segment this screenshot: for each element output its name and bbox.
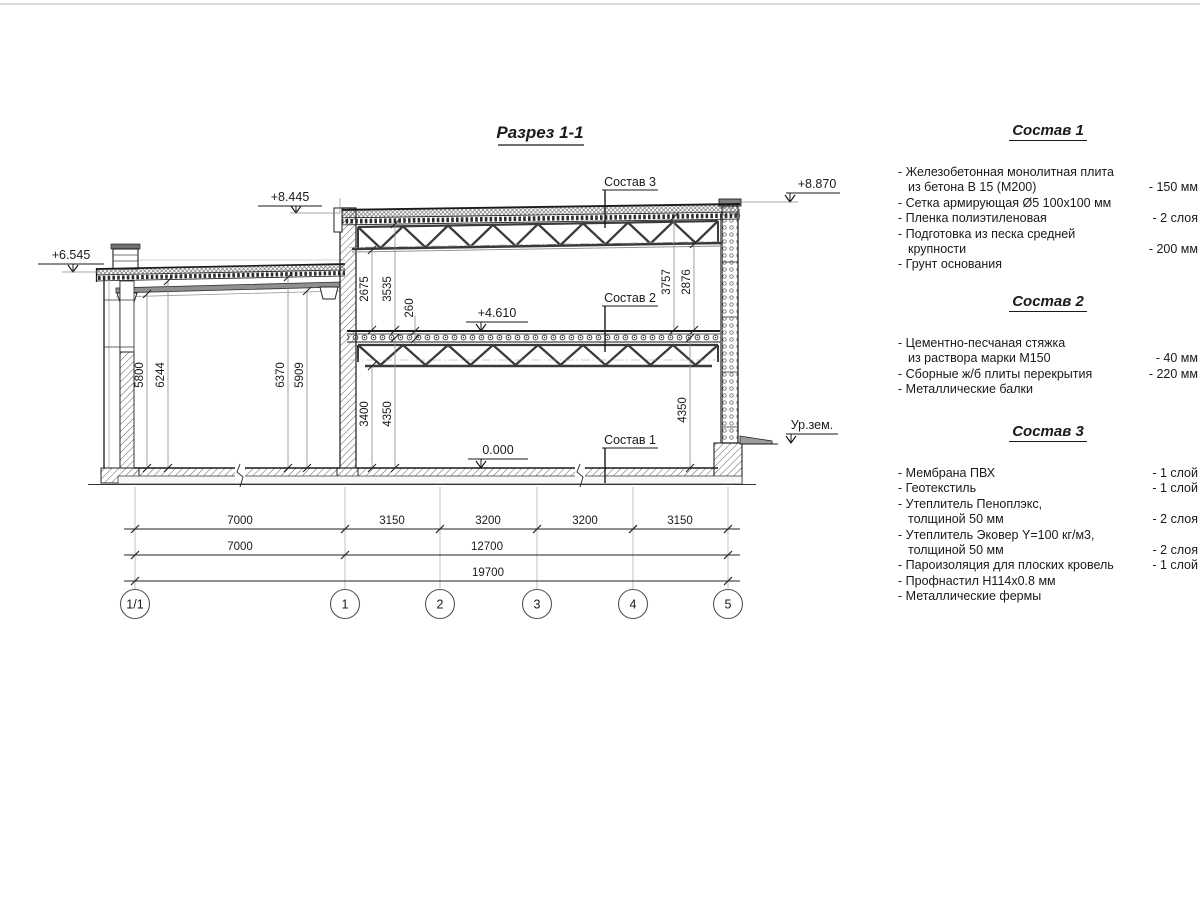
- legend-row: - Грунт основания: [898, 257, 1003, 272]
- dim-6244: 6244: [155, 362, 167, 388]
- dimension-rows: [124, 529, 740, 581]
- legend-row: - Железобетонная монолитная плита: [898, 165, 1114, 179]
- annex-left-wall: [104, 280, 134, 468]
- roof-truss: [349, 221, 724, 252]
- legend-row: из бетона В 15 (М200) - 150 мм: [908, 180, 1198, 195]
- axis-label-1: 1: [341, 597, 349, 612]
- legend-row: - Геотекстиль - 1 слой: [898, 481, 1198, 496]
- legend-sostav-1: [898, 122, 1198, 273]
- leader-label: Состав 2: [604, 291, 656, 305]
- dim-3150-a: 3150: [379, 515, 405, 527]
- leader-sostav2: [602, 291, 658, 352]
- legend-row: - Пароизоляция для плоских кровель - 1 слой: [898, 558, 1198, 573]
- dim-12700: 12700: [471, 541, 503, 553]
- level-value: +4.610: [477, 306, 517, 320]
- ground-floor: [88, 464, 756, 487]
- leader-label: Состав 3: [604, 175, 656, 189]
- axis-label-5: 5: [724, 597, 732, 612]
- axis-label-1-1: 1/1: [126, 597, 144, 612]
- level-mark-ground: [786, 418, 838, 443]
- dim-5909: 5909: [294, 362, 306, 388]
- floor2-truss: [350, 345, 724, 366]
- dim-3200-b: 3200: [572, 515, 598, 527]
- axis-extension-lines: [135, 487, 728, 590]
- legend-row: - Мембрана ПВХ - 1 слой: [898, 466, 1198, 480]
- dim-3757: 3757: [661, 269, 673, 295]
- level-mark-floor0: [468, 443, 528, 468]
- dim-4350-left: 4350: [382, 401, 394, 427]
- legend-row: - Утеплитель Пеноплэкс,: [898, 496, 1043, 511]
- floor2-slab: [347, 331, 720, 342]
- dim-3200-a: 3200: [475, 515, 501, 527]
- legend-row: - Сборные ж/б плиты перекрытия - 220 мм: [898, 366, 1198, 381]
- dim-6370: 6370: [275, 362, 287, 388]
- dim-3400: 3400: [359, 401, 371, 427]
- level-value: 0.000: [482, 443, 514, 457]
- dim-260: 260: [404, 298, 416, 318]
- legend-row: - Профнастил Н114х0.8 мм: [898, 573, 1056, 588]
- roof-fascia: [334, 208, 342, 232]
- legend-row: - Металлические балки: [898, 382, 1033, 397]
- axis-label-2: 2: [436, 597, 444, 612]
- dim-2876: 2876: [681, 269, 693, 295]
- legend-row: - Подготовка из песка средней: [898, 226, 1076, 241]
- legend-row: толщиной 50 мм - 2 слоя: [908, 512, 1198, 527]
- annex-roof-beam: [116, 282, 340, 305]
- level-value: +6.545: [51, 248, 91, 262]
- column-capital-right: [320, 287, 338, 299]
- legend-heading: Состав 1: [898, 122, 1198, 139]
- ground-apron: [740, 436, 772, 444]
- legend-row: - Пленка полиэтиленовая - 2 слоя: [898, 211, 1198, 226]
- legend-heading: Состав 3: [898, 423, 1198, 440]
- legend-row: толщиной 50 мм - 2 слоя: [908, 543, 1198, 558]
- level-value: Ур.зем.: [790, 418, 834, 432]
- level-value: +8.445: [270, 190, 310, 204]
- legend-row: - Сетка армирующая Ø5 100x100 мм: [898, 195, 1112, 210]
- dim-2675: 2675: [359, 276, 371, 302]
- level-mark-roof-left: [258, 190, 340, 213]
- axis-bubbles: [121, 590, 743, 619]
- level-mark-floor2: [466, 306, 528, 331]
- dim-19700: 19700: [472, 567, 504, 579]
- axis-label-4: 4: [629, 597, 637, 612]
- dim-3150-b: 3150: [667, 515, 693, 527]
- dim-7000-a: 7000: [227, 515, 253, 527]
- dim-3535: 3535: [382, 276, 394, 302]
- page-top-edge: [0, 3, 1200, 5]
- legend-sostav-3: [898, 423, 1198, 605]
- legend-row: крупности - 200 мм: [908, 242, 1198, 257]
- dimension-row-labels: [227, 515, 693, 579]
- level-mark-annex-roof: [38, 248, 104, 272]
- dim-7000-b: 7000: [227, 541, 253, 553]
- legend-sostav-2: [898, 293, 1198, 398]
- level-mark-parapet: [742, 177, 840, 202]
- dim-4350-right: 4350: [677, 397, 689, 423]
- legend-row: - Металлические фермы: [898, 589, 1042, 604]
- axis-label-3: 3: [533, 597, 541, 612]
- legend-row: из раствора марки М150 - 40 мм: [908, 351, 1198, 366]
- axis5-wall: [714, 199, 778, 483]
- legend-row: - Утеплитель Эковер Y=100 кг/м3,: [898, 527, 1095, 542]
- level-value: +8.870: [797, 177, 837, 191]
- dim-5800: 5800: [134, 362, 146, 388]
- annex-parapet: [111, 244, 140, 269]
- leader-label: Состав 1: [604, 433, 656, 447]
- drawing-title: [496, 123, 584, 145]
- legend-heading: Состав 2: [898, 293, 1198, 310]
- legend-row: - Цементно-песчаная стяжка: [898, 336, 1066, 350]
- section-title-text: Разрез 1-1: [496, 123, 584, 142]
